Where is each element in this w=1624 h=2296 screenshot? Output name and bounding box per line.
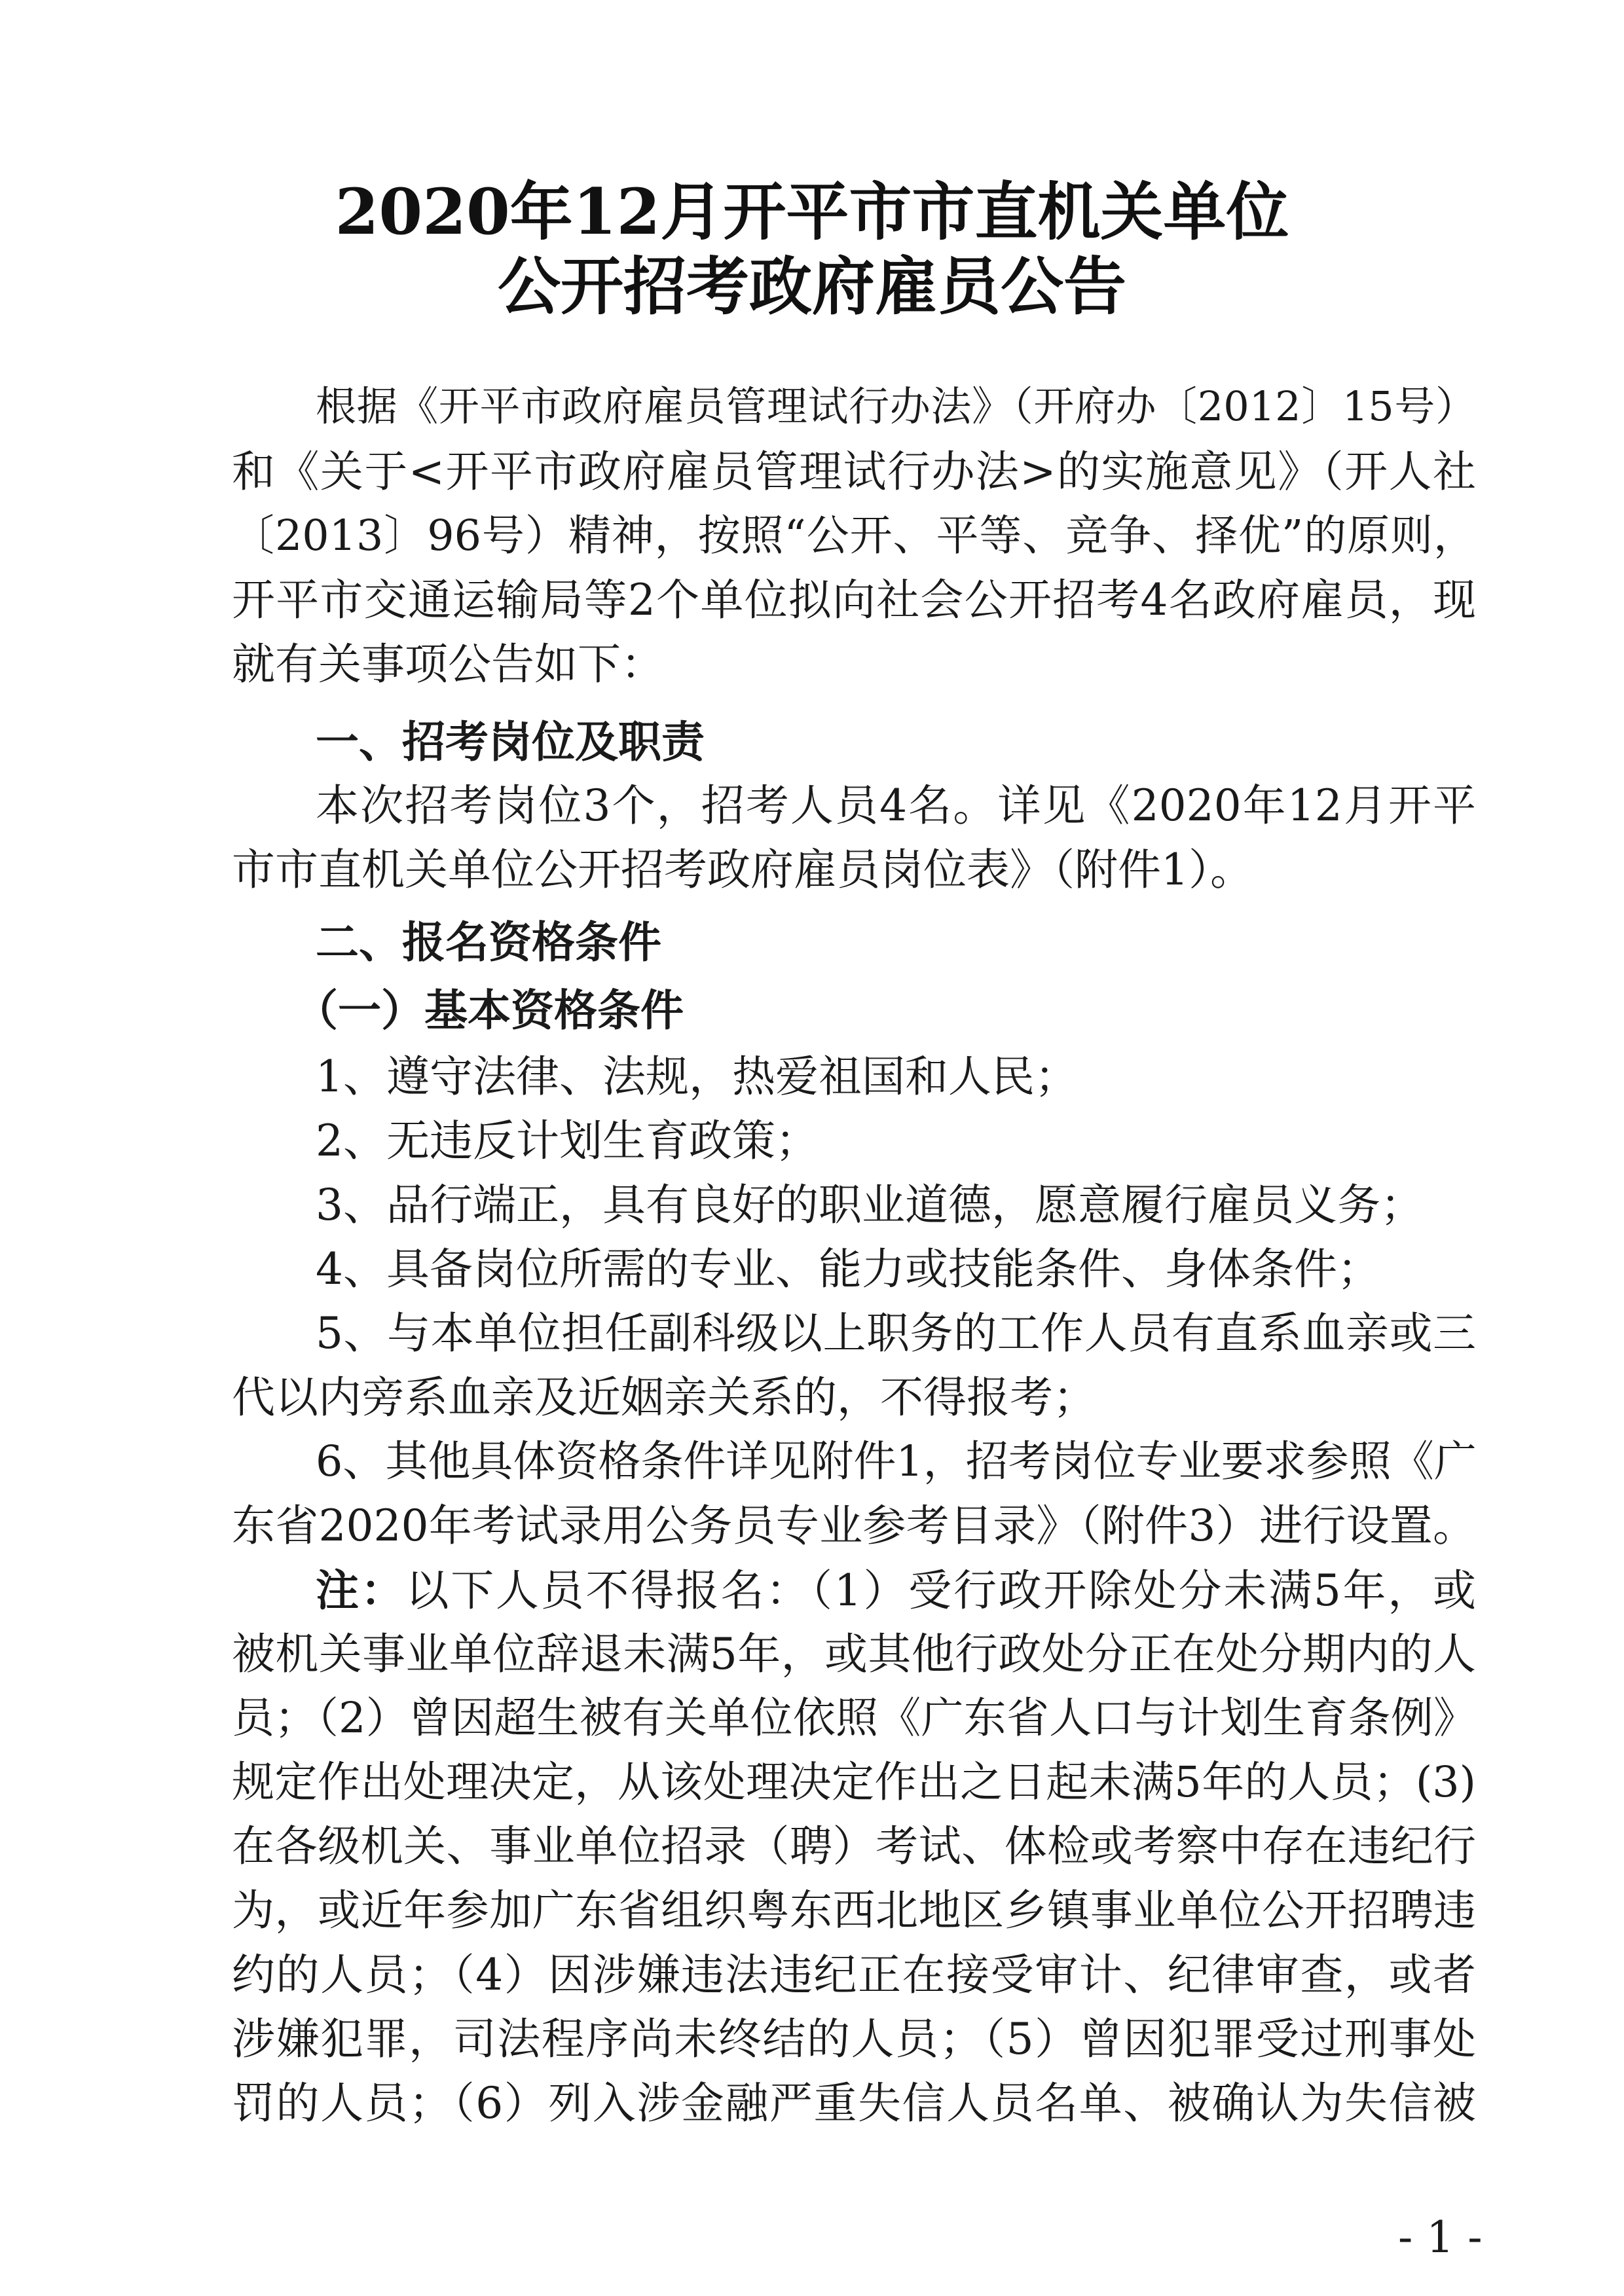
condition-item: 1、遵守法律、法规，热爱祖国和人民； [316,1051,1078,1102]
note-paragraph-line: 员；（2）曾因超生被有关单位依照《广东省人口与计划生育条例》 [232,1694,1476,1743]
section-1-heading: 一、招考岗位及职责 [316,716,705,767]
condition-item: 2、无违反计划生育政策； [316,1116,819,1166]
note-paragraph-line [316,1565,1477,1616]
document-title-line-1: 2020年12月开平市市直机关单位 [335,175,1289,249]
section-1-paragraph-line: 本次招考岗位3个，招考人员4名。详见《2020年12月开平 [316,780,1476,831]
intro-paragraph-line: 开平市交通运输局等2个单位拟向社会公开招考4名政府雇员，现 [232,575,1476,625]
note-paragraph-line: 涉嫌犯罪，司法程序尚未终结的人员；（5）曾因犯罪受过刑事处 [232,2014,1476,2064]
note-paragraph-line: 约的人员；（4）因涉嫌违法违纪正在接受审计、纪律审查，或者 [232,1950,1476,2000]
note-text: 以下人员不得报名：（1）受行政开除处分未满5年，或 [405,1565,1477,1616]
note-paragraph-line: 为，或近年参加广东省组织粤东西北地区乡镇事业单位公开招聘违 [232,1886,1476,1935]
intro-paragraph-line: 〔2013〕96号）精神，按照“公开、平等、竞争、择优”的原则， [232,511,1476,560]
section-1-paragraph-line: 市市直机关单位公开招考政府雇员岗位表》（附件1）。 [232,845,1253,895]
note-paragraph-line: 规定作出处理决定，从该处理决定作出之日起未满5年的人员；(3) [232,1758,1476,1807]
note-paragraph-line: 被机关事业单位辞退未满5年，或其他行政处分正在处分期内的人 [232,1629,1476,1679]
condition-item: 3、品行端正，具有良好的职业道德，愿意履行雇员义务； [316,1180,1424,1230]
section-2-heading: 二、报名资格条件 [316,917,661,968]
note-paragraph-line: 在各级机关、事业单位招录（聘）考试、体检或考察中存在违纪行 [232,1822,1476,1871]
intro-paragraph-line: 就有关事项公告如下： [232,639,664,689]
document-title-line-2: 公开招考政府雇员公告 [498,249,1126,323]
intro-paragraph-line: 和《关于<开平市政府雇员管理试行办法>的实施意见》（开人社 [232,446,1476,497]
section-2-subheading: （一）基本资格条件 [295,985,684,1036]
note-label: 注： [316,1565,406,1616]
condition-item-continuation: 代以内旁系血亲及近姻亲关系的，不得报考； [232,1372,1096,1423]
condition-item-continuation: 东省2020年考试录用公务员专业参考目录》（附件3）进行设置。 [232,1501,1476,1551]
page-number: - 1 - [1398,2212,1483,2263]
condition-item: 4、具备岗位所需的专业、能力或技能条件、身体条件； [316,1244,1380,1294]
condition-item: 6、其他具体资格条件详见附件1，招考岗位专业要求参照《广 [316,1437,1477,1486]
intro-paragraph-line: 根据《开平市政府雇员管理试行办法》（开府办〔2012〕15号） [316,382,1476,430]
condition-item: 5、与本单位担任副科级以上职务的工作人员有直系血亲或三 [316,1308,1476,1358]
note-paragraph-line: 罚的人员；（6）列入涉金融严重失信人员名单、被确认为失信被 [232,2078,1476,2128]
